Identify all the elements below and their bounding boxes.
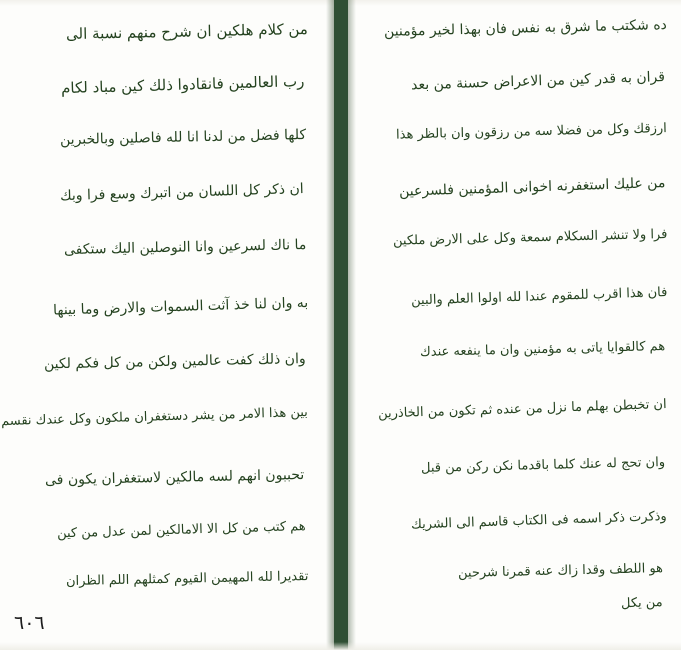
manuscript-line: تحببون انهم لسه مالكين لاستغفران يكون فى [44, 467, 305, 489]
manuscript-line: بين هذا الامر من يشر دستغفران ملكون وكل عندك نقسم [1, 405, 309, 430]
page-gutter [334, 0, 348, 650]
manuscript-line: فان هذا اقرب للمقوم عندا لله اولوا العلم والبين [410, 285, 668, 309]
gutter-shadow-left [326, 0, 334, 650]
manuscript-line: هم كالقوايا ياتى به مؤمنين وان ما ينفعه عندك [419, 339, 666, 360]
page-bottom-edge [0, 642, 681, 650]
manuscript-line: كلها فضل من لدنا انا لله فاصلين وبالخبرين [59, 127, 307, 149]
manuscript-line: به وان لنا خذ آثت السموات والارض وما بينها [52, 295, 309, 319]
manuscript-line: ما ناك لسرعين وانا النوصلين اليك ستكفى [63, 237, 307, 259]
manuscript-line: فرا ولا تنشر السكلام سمعة وكل على الارض ملكين [392, 227, 668, 249]
gutter-shadow-right [348, 0, 356, 650]
manuscript-line: وان ذلك كفت عالمين ولكن من كل فكم لكين [44, 351, 307, 373]
manuscript-line: ارزقك وكل من فضلا سه من رزقون وان بالظر هذا [396, 121, 668, 143]
manuscript-line: ده شكتب ما شرق به نفس فان بهذا لخير مؤمنين [384, 17, 668, 40]
manuscript-line: من عليك استغفرنه اخوانى المؤمنين فلسرعين [398, 175, 666, 200]
manuscript-line: هم كتب من كل الا الامالكين لمن عدل من كين [57, 519, 307, 542]
manuscript-column-right [0, 0, 326, 650]
manuscript-line: ان ذكر كل اللسان من اتبرك وسع فرا وبك [60, 181, 305, 205]
manuscript-column-left [356, 0, 681, 650]
folio-number: ٦٠٦ [14, 612, 45, 634]
manuscript-line: هو اللطف وقدا زاك عنه قمرنا شرحين [457, 561, 664, 582]
manuscript-line: وذكرت ذكر اسمه فى الكتاب قاسم الى الشريك [411, 509, 668, 533]
manuscript-line: ان تخبطن بهلم ما نزل من عنده ثم تكون من الخاذرين [378, 397, 668, 422]
manuscript-line: قران به قدر كين من الاعراض حسنة من بعد [410, 69, 666, 94]
manuscript-line: رب العالمين فانقادوا ذلك كين مباد لكام [60, 72, 305, 98]
manuscript-line: من كلام هلكين ان شرح منهم نسبة الى [65, 20, 309, 44]
manuscript-line: تقديرا لله المهيمن القيوم كمثلهم اللم الظران [65, 569, 309, 590]
manuscript-line: وان تحج له عنك كلما باقدما نكن ركن من قبل [420, 455, 666, 476]
manuscript-line: من يكل [621, 595, 664, 612]
